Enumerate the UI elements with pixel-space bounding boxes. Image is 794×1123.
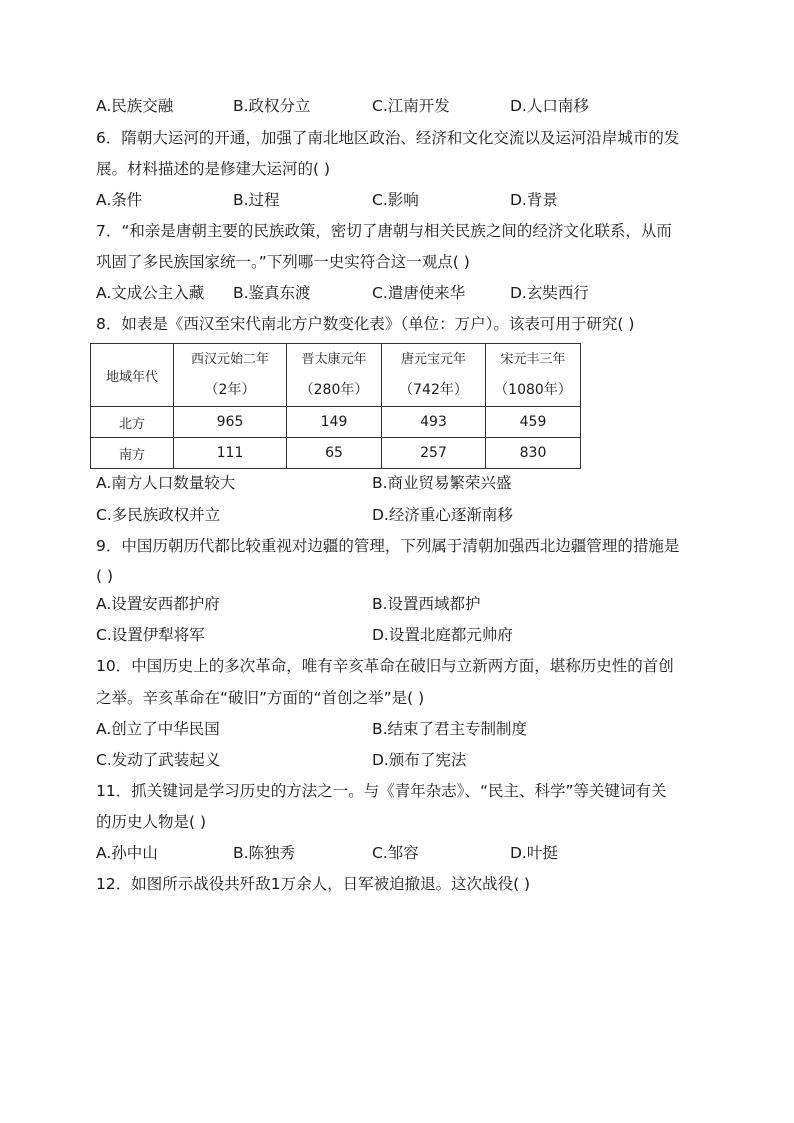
q8-option-b: B.商业贸易繁荣兴盛 (372, 474, 512, 492)
col-name: 宋元丰三年 (500, 352, 566, 367)
q7-stem-line1: 7．“和亲是唐朝主要的民族政策，密切了唐朝与相关民族之间的经济文化联系，从而 (96, 222, 672, 240)
q10-stem-line1: 10．中国历史上的多次革命，唯有辛亥革命在破旧与立新两方面，堪称历史性的首创 (96, 657, 674, 675)
q10-option-c: C.发动了武装起义 (96, 751, 221, 769)
table-cell: 830 (486, 438, 581, 469)
table-cell: 965 (174, 407, 287, 438)
table-cell: 65 (287, 438, 382, 469)
q5-option-c: C.江南开发 (372, 97, 450, 115)
q11-option-b: B.陈独秀 (233, 844, 296, 862)
row-region: 北方 (91, 407, 174, 438)
q6-option-b: B.过程 (233, 191, 280, 209)
table-col-header (486, 344, 581, 407)
q8-option-d: D.经济重心逐渐南移 (372, 506, 513, 524)
q6-stem-line2: 展。材料描述的是修建大运河的( ) (96, 160, 331, 178)
row-region: 南方 (91, 438, 174, 469)
q8-option-a: A.南方人口数量较大 (96, 474, 236, 492)
table-col-header (382, 344, 486, 407)
q9-option-a: A.设置安西都护府 (96, 595, 220, 613)
q9-option-b: B.设置西域都护 (372, 595, 481, 613)
q9-option-d: D.设置北庭都元帅府 (372, 626, 513, 644)
q9-option-c: C.设置伊犁将军 (96, 626, 205, 644)
q5-option-b: B.政权分立 (233, 97, 311, 115)
table-cell: 493 (382, 407, 486, 438)
q6-option-a: A.条件 (96, 191, 143, 209)
col-year: （280年） (299, 382, 369, 398)
q11-stem-line1: 11．抓关键词是学习历史的方法之一。与《青年杂志》、“民主、科学”等关键词有关 (96, 782, 667, 800)
col-year: （2年） (204, 382, 256, 398)
col-name: 西汉元始二年 (190, 352, 269, 367)
q8-stem-line1: 8．如表是《西汉至宋代南北方户数变化表》（单位：万户）。该表可用于研究( ) (96, 315, 635, 333)
table-row (91, 407, 581, 438)
q10-option-a: A.创立了中华民国 (96, 720, 220, 738)
q11-option-d: D.叶挺 (510, 844, 558, 862)
q8-option-c: C.多民族政权并立 (96, 506, 221, 524)
table-cell: 257 (382, 438, 486, 469)
table-cell: 459 (486, 407, 581, 438)
table-cell: 149 (287, 407, 382, 438)
q7-stem-line2: 巩固了多民族国家统一。”下列哪一史实符合这一观点( ) (96, 253, 470, 271)
q7-option-a: A.文成公主入藏 (96, 284, 205, 302)
table-col-header (174, 344, 287, 407)
q10-option-b: B.结束了君主专制制度 (372, 720, 528, 738)
household-table (90, 343, 581, 469)
q6-option-c: C.影响 (372, 191, 419, 209)
table-row (91, 438, 581, 469)
q9-stem-line1: 9．中国历朝历代都比较重视对边疆的管理，下列属于清朝加强西北边疆管理的措施是 (96, 537, 680, 555)
col-name: 唐元宝元年 (400, 352, 466, 367)
col-year: （742年） (399, 382, 468, 398)
q12-stem-line1: 12．如图所示战役共歼敌1万余人，日军被迫撤退。这次战役( ) (96, 875, 531, 893)
q9-stem-line2: ( ) (96, 567, 114, 585)
q11-option-a: A.孙中山 (96, 844, 158, 862)
q7-option-c: C.遣唐使来华 (372, 284, 466, 302)
col-name: 晋太康元年 (301, 352, 367, 367)
q6-stem-line1: 6．隋朝大运河的开通，加强了南北地区政治、经济和文化交流以及运河沿岸城市的发 (96, 129, 680, 147)
q6-option-d: D.背景 (510, 191, 558, 209)
q7-option-b: B.鉴真东渡 (233, 284, 311, 302)
table-corner-header: 地域年代 (91, 344, 174, 407)
q11-stem-line2: 的历史人物是( ) (96, 813, 207, 831)
table-col-header (287, 344, 382, 407)
table-cell: 111 (174, 438, 287, 469)
q11-option-c: C.邹容 (372, 844, 419, 862)
q10-option-d: D.颁布了宪法 (372, 751, 467, 769)
q5-option-d: D.人口南移 (510, 97, 589, 115)
q10-stem-line2: 之举。辛亥革命在“破旧”方面的“首创之举”是( ) (96, 689, 425, 707)
q5-option-a: A.民族交融 (96, 97, 174, 115)
col-year: （1080年） (494, 382, 572, 398)
q7-option-d: D.玄奘西行 (510, 284, 589, 302)
